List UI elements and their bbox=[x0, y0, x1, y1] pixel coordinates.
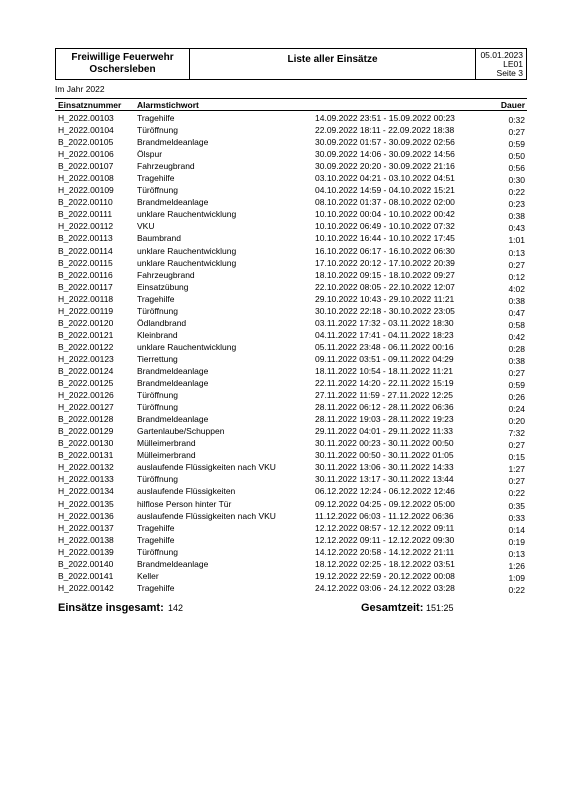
row-time-range: 24.12.2022 03:06 - 24.12.2022 03:28 bbox=[315, 582, 455, 593]
row-number: H_2022.00138 bbox=[58, 534, 114, 545]
total-time-label: Gesamtzeit: bbox=[361, 602, 424, 614]
table-row bbox=[55, 365, 527, 377]
row-keyword: VKU bbox=[137, 221, 155, 232]
row-number: H_2022.00136 bbox=[58, 510, 114, 521]
row-number: H_2022.00142 bbox=[58, 582, 114, 593]
row-time-range: 22.10.2022 08:05 - 22.10.2022 12:07 bbox=[315, 281, 455, 292]
row-keyword: Kleinbrand bbox=[137, 329, 178, 340]
row-duration: 1:26 bbox=[508, 560, 525, 571]
report-meta bbox=[476, 49, 526, 79]
row-time-range: 27.11.2022 11:59 - 27.11.2022 12:25 bbox=[315, 390, 454, 401]
table-row bbox=[55, 112, 527, 124]
row-number: H_2022.00123 bbox=[58, 353, 114, 364]
row-number: B_2022.00122 bbox=[58, 341, 114, 352]
row-keyword: Tragehilfe bbox=[137, 522, 175, 533]
row-keyword: Tragehilfe bbox=[137, 113, 175, 123]
incident-table-body bbox=[55, 112, 527, 594]
row-time-range: 30.09.2022 01:57 - 30.09.2022 02:56 bbox=[315, 137, 455, 148]
row-duration: 0:19 bbox=[508, 536, 525, 547]
row-keyword: unklare Rauchentwicklung bbox=[137, 341, 237, 352]
row-time-range: 28.11.2022 06:12 - 28.11.2022 06:36 bbox=[315, 402, 454, 413]
row-duration: 0:20 bbox=[508, 416, 525, 427]
row-time-range: 16.10.2022 06:17 - 16.10.2022 06:30 bbox=[315, 245, 455, 256]
row-number: B_2022.00124 bbox=[58, 365, 114, 376]
total-count-value: 142 bbox=[168, 603, 184, 613]
column-header-duration: Dauer bbox=[500, 100, 525, 110]
row-duration: 0:32 bbox=[508, 115, 525, 125]
row-duration: 0:38 bbox=[508, 211, 525, 222]
row-keyword: Ödlandbrand bbox=[137, 317, 187, 328]
table-header bbox=[55, 98, 527, 111]
row-time-range: 03.10.2022 04:21 - 03.10.2022 04:51 bbox=[315, 173, 455, 184]
row-time-range: 10.10.2022 00:04 - 10.10.2022 00:42 bbox=[315, 209, 455, 220]
row-duration: 0:38 bbox=[508, 295, 525, 306]
row-time-range: 10.10.2022 16:44 - 10.10.2022 17:45 bbox=[315, 233, 455, 244]
table-row bbox=[55, 449, 527, 461]
row-duration: 0:24 bbox=[508, 404, 525, 415]
row-time-range: 22.11.2022 14:20 - 22.11.2022 15:19 bbox=[315, 378, 454, 389]
row-keyword: Türöffnung bbox=[137, 185, 178, 196]
row-duration: 0:22 bbox=[508, 488, 525, 499]
row-keyword: Tragehilfe bbox=[137, 173, 175, 184]
row-duration: 0:13 bbox=[508, 548, 525, 559]
row-duration: 0:23 bbox=[508, 199, 525, 210]
column-header-keyword: Alarmstichwort bbox=[137, 100, 199, 110]
row-duration: 0:35 bbox=[508, 500, 525, 511]
row-time-range: 11.12.2022 06:03 - 11.12.2022 06:36 bbox=[315, 510, 454, 521]
row-number: H_2022.00103 bbox=[58, 113, 114, 123]
row-duration: 1:09 bbox=[508, 572, 525, 583]
report-code: LE01 bbox=[503, 59, 523, 69]
table-row bbox=[55, 208, 527, 220]
row-duration: 0:43 bbox=[508, 223, 525, 234]
table-row bbox=[55, 377, 527, 389]
row-keyword: Türöffnung bbox=[137, 474, 178, 485]
table-row bbox=[55, 401, 527, 413]
row-keyword: Türöffnung bbox=[137, 390, 178, 401]
table-row bbox=[55, 473, 527, 485]
organization-line-2: Oschersleben bbox=[89, 64, 156, 75]
row-number: B_2022.00110 bbox=[58, 197, 113, 208]
row-duration: 0:42 bbox=[508, 331, 525, 342]
row-duration: 0:14 bbox=[508, 524, 525, 535]
table-row bbox=[55, 148, 527, 160]
table-row bbox=[55, 124, 527, 136]
row-time-range: 03.11.2022 17:32 - 03.11.2022 18:30 bbox=[315, 317, 454, 328]
row-time-range: 12.12.2022 09:11 - 12.12.2022 09:30 bbox=[315, 534, 455, 545]
row-duration: 0:47 bbox=[508, 307, 525, 318]
report-title: Liste aller Einsätze bbox=[190, 49, 476, 79]
row-number: H_2022.00137 bbox=[58, 522, 114, 533]
row-duration: 0:27 bbox=[508, 259, 525, 270]
organization-line-1: Freiwillige Feuerwehr bbox=[71, 52, 174, 63]
row-duration: 0:59 bbox=[508, 380, 525, 391]
row-keyword: Brandmeldeanlage bbox=[137, 137, 209, 148]
row-duration: 0:59 bbox=[508, 139, 525, 150]
row-number: B_2022.00120 bbox=[58, 317, 114, 328]
total-time-value: 151:25 bbox=[426, 603, 454, 613]
row-number: H_2022.00104 bbox=[58, 125, 114, 136]
row-keyword: Türöffnung bbox=[137, 305, 178, 316]
row-duration: 0:27 bbox=[508, 440, 525, 451]
row-keyword: Keller bbox=[137, 570, 159, 581]
row-duration: 1:27 bbox=[508, 464, 525, 475]
table-row bbox=[55, 136, 527, 148]
row-duration: 0:13 bbox=[508, 247, 525, 258]
row-time-range: 30.11.2022 13:17 - 30.11.2022 13:44 bbox=[315, 474, 454, 485]
row-keyword: Tragehilfe bbox=[137, 582, 175, 593]
row-number: H_2022.00135 bbox=[58, 498, 114, 509]
row-keyword: Tragehilfe bbox=[137, 534, 175, 545]
row-keyword: unklare Rauchentwicklung bbox=[137, 245, 237, 256]
row-duration: 0:30 bbox=[508, 175, 525, 186]
row-keyword: Brandmeldeanlage bbox=[137, 558, 209, 569]
row-time-range: 09.12.2022 04:25 - 09.12.2022 05:00 bbox=[315, 498, 455, 509]
row-duration: 0:12 bbox=[508, 271, 525, 282]
row-keyword: Fahrzeugbrand bbox=[137, 161, 195, 172]
table-row bbox=[55, 257, 527, 269]
row-time-range: 29.11.2022 04:01 - 29.11.2022 11:33 bbox=[315, 426, 454, 437]
table-row bbox=[55, 305, 527, 317]
row-time-range: 30.11.2022 00:50 - 30.11.2022 01:05 bbox=[315, 450, 454, 461]
row-time-range: 18.12.2022 02:25 - 18.12.2022 03:51 bbox=[315, 558, 455, 569]
row-keyword: Ölspur bbox=[137, 149, 163, 160]
row-number: B_2022.00105 bbox=[58, 137, 114, 148]
row-number: B_2022.00141 bbox=[58, 570, 114, 581]
table-row bbox=[55, 269, 527, 281]
table-row bbox=[55, 582, 527, 594]
row-time-range: 14.09.2022 23:51 - 15.09.2022 00:23 bbox=[315, 113, 455, 123]
row-time-range: 17.10.2022 20:12 - 17.10.2022 20:39 bbox=[315, 257, 455, 268]
row-number: H_2022.00139 bbox=[58, 546, 114, 557]
row-time-range: 30.11.2022 00:23 - 30.11.2022 00:50 bbox=[315, 438, 454, 449]
row-number: B_2022.00140 bbox=[58, 558, 114, 569]
row-number: H_2022.00126 bbox=[58, 390, 114, 401]
row-number: B_2022.00129 bbox=[58, 426, 114, 437]
row-keyword: Brandmeldeanlage bbox=[137, 378, 209, 389]
row-keyword: Brandmeldeanlage bbox=[137, 197, 209, 208]
row-time-range: 04.10.2022 14:59 - 04.10.2022 15:21 bbox=[315, 185, 455, 196]
table-row bbox=[55, 485, 527, 497]
table-row bbox=[55, 558, 527, 570]
row-duration: 1:01 bbox=[508, 235, 525, 246]
row-keyword: Gartenlaube/Schuppen bbox=[137, 426, 225, 437]
row-duration: 0:27 bbox=[508, 367, 525, 378]
table-row bbox=[55, 510, 527, 522]
column-header-number: Einsatznummer bbox=[58, 100, 122, 110]
table-row bbox=[55, 341, 527, 353]
row-time-range: 30.10.2022 22:18 - 30.10.2022 23:05 bbox=[315, 305, 455, 316]
row-duration: 0:22 bbox=[508, 187, 525, 198]
row-time-range: 30.09.2022 14:06 - 30.09.2022 14:56 bbox=[315, 149, 455, 160]
row-duration: 0:56 bbox=[508, 163, 525, 174]
table-row bbox=[55, 160, 527, 172]
row-keyword: unklare Rauchentwicklung bbox=[137, 257, 237, 268]
row-number: B_2022.00113 bbox=[58, 233, 113, 244]
row-time-range: 08.10.2022 01:37 - 08.10.2022 02:00 bbox=[315, 197, 455, 208]
table-row bbox=[55, 329, 527, 341]
table-row bbox=[55, 461, 527, 473]
row-number: H_2022.00108 bbox=[58, 173, 114, 184]
page-number: Seite 3 bbox=[496, 68, 523, 78]
row-duration: 0:27 bbox=[508, 476, 525, 487]
row-number: B_2022.00114 bbox=[58, 245, 113, 256]
row-time-range: 30.09.2022 20:20 - 30.09.2022 21:16 bbox=[315, 161, 455, 172]
row-keyword: Fahrzeugbrand bbox=[137, 269, 195, 280]
row-time-range: 14.12.2022 20:58 - 14.12.2022 21:11 bbox=[315, 546, 455, 557]
row-time-range: 19.12.2022 22:59 - 20.12.2022 00:08 bbox=[315, 570, 455, 581]
row-keyword: Türöffnung bbox=[137, 125, 178, 136]
row-keyword: Brandmeldeanlage bbox=[137, 414, 209, 425]
row-number: B_2022.00117 bbox=[58, 281, 113, 292]
row-time-range: 06.12.2022 12:24 - 06.12.2022 12:46 bbox=[315, 486, 455, 497]
row-time-range: 18.11.2022 10:54 - 18.11.2022 11:21 bbox=[315, 365, 454, 376]
row-time-range: 04.11.2022 17:41 - 04.11.2022 18:23 bbox=[315, 329, 454, 340]
row-keyword: Mülleimerbrand bbox=[137, 450, 196, 461]
row-number: H_2022.00134 bbox=[58, 486, 114, 497]
row-keyword: Einsatzübung bbox=[137, 281, 189, 292]
row-number: H_2022.00112 bbox=[58, 221, 114, 232]
row-keyword: auslaufende Flüssigkeiten nach VKU bbox=[137, 462, 276, 473]
row-number: B_2022.00128 bbox=[58, 414, 114, 425]
row-keyword: Brandmeldeanlage bbox=[137, 365, 209, 376]
table-row bbox=[55, 245, 527, 257]
report-date: 05.01.2023 bbox=[480, 50, 523, 60]
row-time-range: 12.12.2022 08:57 - 12.12.2022 09:11 bbox=[315, 522, 455, 533]
row-time-range: 28.11.2022 19:03 - 28.11.2022 19:23 bbox=[315, 414, 454, 425]
table-row bbox=[55, 353, 527, 365]
row-number: H_2022.00109 bbox=[58, 185, 114, 196]
row-time-range: 30.11.2022 13:06 - 30.11.2022 14:33 bbox=[315, 462, 454, 473]
row-keyword: Baumbrand bbox=[137, 233, 181, 244]
total-count-label: Einsätze insgesamt: bbox=[58, 602, 164, 614]
row-number: H_2022.00118 bbox=[58, 293, 114, 304]
table-row bbox=[55, 534, 527, 546]
table-row bbox=[55, 498, 527, 510]
table-row bbox=[55, 184, 527, 196]
row-time-range: 05.11.2022 23:48 - 06.11.2022 00:16 bbox=[315, 341, 454, 352]
report-header bbox=[55, 48, 527, 80]
row-keyword: hilflose Person hinter Tür bbox=[137, 498, 232, 509]
row-duration: 0:22 bbox=[508, 584, 525, 595]
row-time-range: 10.10.2022 06:49 - 10.10.2022 07:32 bbox=[315, 221, 455, 232]
table-row bbox=[55, 281, 527, 293]
organization-name bbox=[56, 49, 190, 79]
table-row bbox=[55, 570, 527, 582]
table-row bbox=[55, 220, 527, 232]
row-keyword: Tragehilfe bbox=[137, 293, 175, 304]
row-keyword: Türöffnung bbox=[137, 546, 178, 557]
row-duration: 0:50 bbox=[508, 151, 525, 162]
table-row bbox=[55, 196, 527, 208]
table-row bbox=[55, 546, 527, 558]
table-row bbox=[55, 317, 527, 329]
table-row bbox=[55, 437, 527, 449]
row-number: H_2022.00119 bbox=[58, 305, 114, 316]
table-row bbox=[55, 425, 527, 437]
row-number: B_2022.00107 bbox=[58, 161, 114, 172]
row-duration: 0:33 bbox=[508, 512, 525, 523]
row-number: H_2022.00106 bbox=[58, 149, 114, 160]
row-number: B_2022.00121 bbox=[58, 329, 114, 340]
row-duration: 0:38 bbox=[508, 355, 525, 366]
row-number: B_2022.00115 bbox=[58, 257, 113, 268]
table-row bbox=[55, 389, 527, 401]
row-number: B_2022.00130 bbox=[58, 438, 114, 449]
row-duration: 0:58 bbox=[508, 319, 525, 330]
row-time-range: 09.11.2022 03:51 - 09.11.2022 04:29 bbox=[315, 353, 454, 364]
row-number: H_2022.00132 bbox=[58, 462, 114, 473]
row-keyword: auslaufende Flüssigkeiten nach VKU bbox=[137, 510, 276, 521]
row-time-range: 29.10.2022 10:43 - 29.10.2022 11:21 bbox=[315, 293, 455, 304]
row-keyword: unklare Rauchentwicklung bbox=[137, 209, 237, 220]
table-row bbox=[55, 232, 527, 244]
row-duration: 0:26 bbox=[508, 392, 525, 403]
row-number: B_2022.00125 bbox=[58, 378, 114, 389]
row-duration: 0:27 bbox=[508, 127, 525, 138]
row-keyword: auslaufende Flüssigkeiten bbox=[137, 486, 236, 497]
row-duration: 4:02 bbox=[508, 283, 525, 294]
table-row bbox=[55, 413, 527, 425]
row-keyword: Türöffnung bbox=[137, 402, 178, 413]
row-duration: 0:15 bbox=[508, 452, 525, 463]
row-number: H_2022.00127 bbox=[58, 402, 114, 413]
row-keyword: Mülleimerbrand bbox=[137, 438, 196, 449]
row-number: H_2022.00133 bbox=[58, 474, 114, 485]
table-row bbox=[55, 522, 527, 534]
row-time-range: 18.10.2022 09:15 - 18.10.2022 09:27 bbox=[315, 269, 455, 280]
totals-row bbox=[55, 602, 527, 616]
row-keyword: Tierrettung bbox=[137, 353, 178, 364]
year-label: Im Jahr 2022 bbox=[55, 84, 105, 94]
row-number: B_2022.00116 bbox=[58, 269, 113, 280]
row-time-range: 22.09.2022 18:11 - 22.09.2022 18:38 bbox=[315, 125, 455, 136]
table-row bbox=[55, 293, 527, 305]
table-row bbox=[55, 172, 527, 184]
row-duration: 0:28 bbox=[508, 343, 525, 354]
row-number: B_2022.00131 bbox=[58, 450, 114, 461]
row-duration: 7:32 bbox=[508, 428, 525, 439]
row-number: B_2022.00111 bbox=[58, 209, 113, 220]
